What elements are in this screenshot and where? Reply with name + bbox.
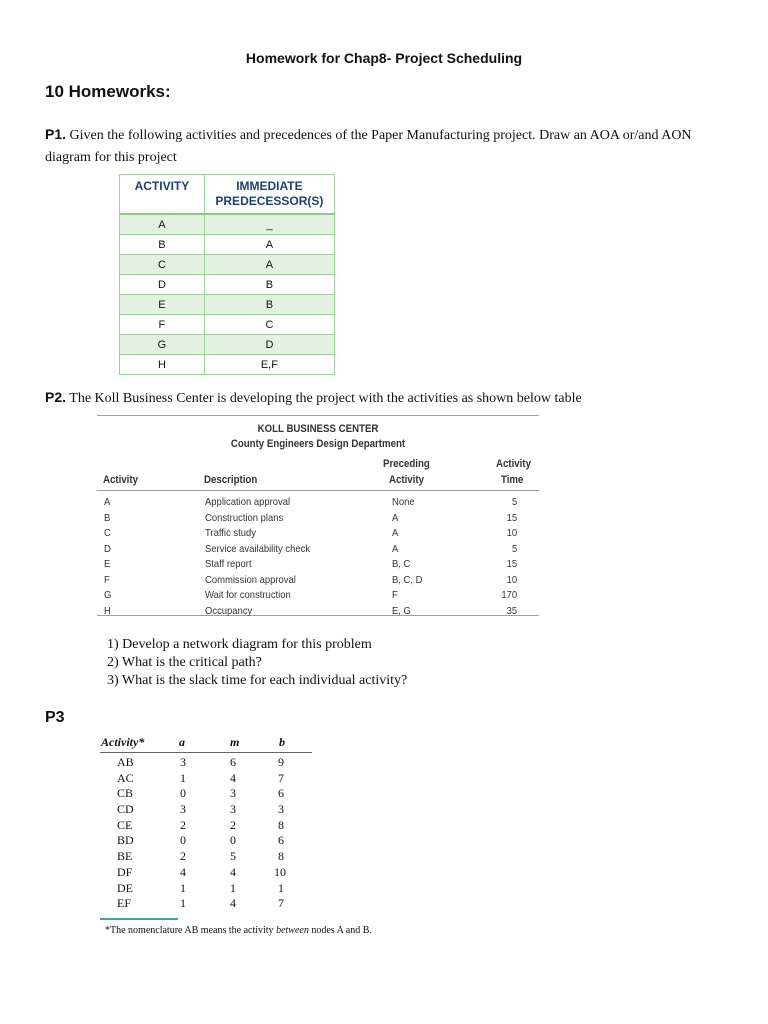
cell: None [392, 496, 415, 508]
p1-header-predecessor: IMMEDIATE PREDECESSOR(S) [204, 175, 334, 215]
koll-table-subtitle: County Engineers Design Department [230, 438, 406, 450]
cell: 6 [278, 833, 284, 848]
cell: 5 [511, 496, 518, 508]
cell: 10 [506, 527, 518, 539]
cell: 3 [180, 802, 186, 817]
table-row [97, 526, 539, 542]
cell: AC [117, 770, 134, 785]
cell: 1 [180, 880, 186, 895]
table-row [100, 865, 312, 881]
cell: B [104, 511, 111, 524]
p2-questions [107, 636, 407, 690]
table-row [120, 275, 335, 295]
p1-header-activity: ACTIVITY [120, 175, 205, 215]
cell: 1 [230, 880, 236, 895]
p1-label: P1. [45, 126, 67, 142]
cell: 10 [506, 573, 518, 586]
table-row [100, 755, 312, 771]
koll-table-title: KOLL BUSINESS CENTER [257, 423, 379, 435]
p1-prompt [45, 123, 725, 169]
cell: E, G [392, 604, 411, 617]
cell: 0 [180, 833, 186, 848]
cell: C [204, 315, 334, 335]
table-row [120, 255, 335, 275]
cell: CB [117, 786, 134, 801]
cell: 0 [230, 833, 236, 848]
cell: A [120, 214, 205, 235]
table-row [100, 833, 312, 849]
table-row [97, 511, 539, 527]
cell: F [392, 589, 398, 601]
p3-header-row [100, 735, 312, 753]
cell: 1 [180, 770, 186, 785]
p2-prompt [45, 386, 725, 410]
table-row [120, 355, 335, 375]
cell: C [120, 255, 205, 275]
cell: 0 [180, 786, 186, 801]
p2-label: P2. [45, 389, 67, 405]
cell: A [392, 527, 399, 539]
cell: C [104, 527, 111, 539]
cell: E [104, 558, 111, 570]
table-row [120, 335, 335, 355]
cell: E [120, 295, 205, 315]
cell: 3 [230, 786, 236, 801]
cell: B [120, 235, 205, 255]
cell: G [104, 589, 112, 601]
footnote-text-end: nodes A and B. [308, 925, 372, 936]
cell: 5 [230, 849, 236, 864]
cell: A [104, 496, 111, 508]
cell: A [392, 542, 399, 555]
cell: H [120, 355, 205, 375]
koll-header-time-1: Activity [496, 458, 531, 470]
cell: A [204, 235, 334, 255]
footnote-text: *The nomenclature AB means the activity [105, 925, 277, 936]
cell: Application approval [205, 496, 291, 508]
cell: F [120, 315, 205, 335]
cell: 7 [278, 770, 284, 785]
p3-header-a: a [179, 735, 185, 749]
table-row [100, 802, 312, 818]
koll-header-preceding-2: Activity [389, 474, 424, 486]
cell: 2 [180, 849, 186, 864]
cell: 1 [180, 896, 186, 911]
cell: Occupancy [205, 604, 253, 617]
cell: DF [117, 864, 133, 879]
cell: 3 [278, 802, 284, 817]
koll-header-description: Description [204, 474, 258, 486]
table-row [97, 588, 539, 604]
koll-business-table [97, 415, 539, 616]
table-row [120, 214, 335, 235]
table-row [100, 881, 312, 897]
cell: Construction plans [205, 511, 284, 524]
cell: 6 [230, 755, 236, 769]
list-item: 2) What is the critical path? [107, 655, 262, 670]
p3-header-activity: Activity* [101, 735, 145, 749]
p1-precedence-table [119, 174, 335, 375]
cell: BD [117, 833, 134, 848]
cell: 4 [180, 864, 186, 879]
cell: D [120, 275, 205, 295]
table-row [100, 849, 312, 865]
cell: B [204, 275, 334, 295]
p3-footnote [105, 925, 372, 936]
cell: 2 [230, 817, 236, 832]
cell: Commission approval [205, 573, 296, 586]
footnote-divider [100, 918, 178, 920]
cell: 3 [230, 802, 236, 817]
table-row [100, 786, 312, 802]
cell: D [204, 335, 334, 355]
cell: 8 [278, 817, 284, 832]
cell: 10 [274, 864, 286, 879]
cell: EF [117, 896, 132, 911]
cell: B, C, D [392, 573, 423, 586]
document-title: Homework for Chap8- Project Scheduling [245, 50, 523, 66]
cell: 6 [278, 786, 284, 801]
koll-header-activity: Activity [103, 474, 138, 486]
table-row [97, 573, 539, 589]
table-row [120, 315, 335, 335]
p3-header-m: m [230, 735, 240, 749]
cell: E,F [204, 355, 334, 375]
cell: G [120, 335, 205, 355]
cell: 2 [180, 817, 186, 832]
cell: 7 [278, 896, 284, 911]
cell: 9 [278, 755, 284, 769]
p3-time-estimates-table [100, 735, 312, 912]
table-row [97, 495, 539, 511]
table-row [100, 771, 312, 787]
koll-header-time-2: Time [501, 474, 524, 486]
list-item: 1) Develop a network diagram for this problem [107, 637, 372, 652]
cell: A [204, 255, 334, 275]
cell: 15 [506, 558, 518, 570]
table-row [120, 235, 335, 255]
cell: 170 [501, 589, 518, 601]
p2-text: The Koll Business Center is developing the project with the activities as shown below table [69, 391, 582, 406]
koll-header-preceding-1: Preceding [383, 458, 430, 470]
cell: D [104, 542, 111, 555]
cell: _ [204, 214, 334, 235]
cell: CD [117, 802, 134, 817]
cell: BE [117, 849, 133, 864]
cell: F [104, 573, 110, 586]
p1-text: Given the following activities and precedences of the Paper Manufacturing project. Draw an AOA or/and AON diagram for this project [45, 128, 692, 165]
footnote-emphasis: between [276, 925, 309, 936]
table-row [97, 542, 539, 558]
cell: Wait for construction [205, 589, 291, 601]
cell: Traffic study [205, 527, 256, 539]
list-item: 3) What is the slack time for each individual activity? [107, 673, 408, 688]
table-row [100, 818, 312, 834]
cell: 4 [230, 864, 236, 879]
cell: 4 [230, 770, 236, 785]
koll-header-row [97, 456, 539, 491]
cell: 5 [511, 542, 518, 555]
koll-rows [97, 491, 539, 615]
cell: Service availability check [205, 542, 311, 555]
cell: H [104, 604, 111, 617]
cell: 35 [506, 604, 518, 617]
cell: B, C [392, 558, 411, 570]
cell: 3 [180, 755, 186, 769]
cell: B [204, 295, 334, 315]
cell: 4 [230, 896, 236, 911]
p3-header-b: b [279, 735, 285, 749]
cell: CE [117, 817, 133, 832]
cell: A [392, 511, 399, 524]
table-row [97, 557, 539, 573]
table-row [97, 604, 539, 620]
p3-label: P3 [45, 709, 65, 726]
table-row [120, 295, 335, 315]
cell: Staff report [205, 558, 252, 570]
section-heading: 10 Homeworks: [45, 82, 171, 101]
cell: 1 [278, 880, 284, 895]
cell: 8 [278, 849, 284, 864]
cell: DE [117, 880, 133, 895]
table-row [100, 896, 312, 912]
cell: AB [117, 755, 134, 769]
cell: 15 [506, 511, 518, 524]
